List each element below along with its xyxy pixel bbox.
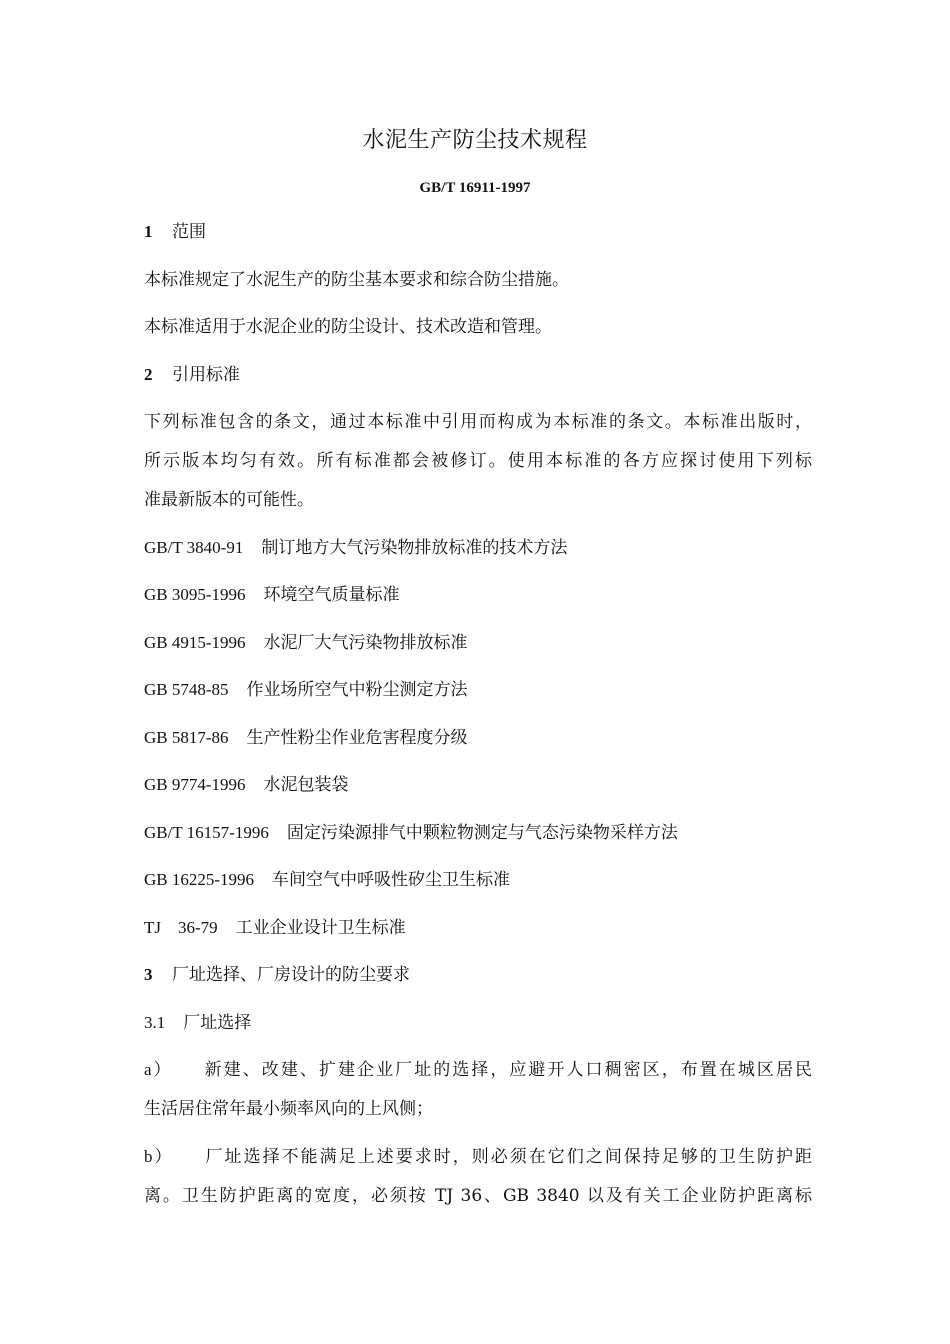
- section-number: 1: [144, 222, 153, 241]
- reference-name: 工业企业设计卫生标准: [235, 917, 406, 938]
- reference-item: [144, 581, 812, 609]
- subsection-title: 厂址选择: [183, 1012, 252, 1033]
- reference-name: 生产性粉尘作业危害程度分级: [246, 727, 468, 748]
- reference-code: GB 16225-1996: [144, 870, 255, 889]
- section-title: 引用标准: [172, 364, 240, 385]
- paragraph: 本标准适用于水泥企业的防尘设计、技术改造和管理。: [144, 317, 552, 337]
- reference-name: 车间空气中呼吸性矽尘卫生标准: [272, 870, 511, 890]
- document-title: 水泥生产防尘技术规程: [362, 128, 588, 153]
- list-label: a）: [144, 1060, 173, 1079]
- reference-code: GB 3095-1996: [144, 585, 246, 604]
- reference-name: 制订地方大气污染物排放标准的技术方法: [261, 537, 568, 558]
- reference-item: [144, 534, 812, 562]
- section-number: 3: [144, 965, 153, 984]
- standard-code: GB/T 16911-1997: [419, 180, 531, 196]
- reference-name: 环境空气质量标准: [263, 585, 400, 605]
- reference-code: GB 9774-1996: [144, 775, 246, 794]
- reference-code: GB 5817-86: [144, 727, 229, 747]
- paragraph-line: [144, 1143, 812, 1171]
- paragraph: 本标准规定了水泥生产的防尘基本要求和综合防尘措施。: [144, 269, 569, 290]
- subsection-number: 3.1: [144, 1012, 166, 1032]
- list-text: 新建、改建、扩建企业厂址的选择，应避开人口稠密区，布置在城区居民: [202, 1060, 813, 1080]
- document-body: [144, 218, 812, 1229]
- subsection-heading-3-1: [144, 1009, 812, 1037]
- reference-code: TJ 36-79: [144, 917, 218, 937]
- reference-item: [144, 676, 812, 704]
- paragraph-line: 下列标准包含的条文，通过本标准中引用而构成为本标准的条文。本标准出版时，: [144, 412, 812, 432]
- reference-item: [144, 629, 812, 657]
- section-number: 2: [144, 364, 153, 384]
- reference-name: 水泥包装袋: [263, 775, 349, 795]
- reference-code: GB 5748-85: [144, 680, 229, 699]
- reference-item: [144, 724, 812, 752]
- list-label: b）: [144, 1146, 174, 1166]
- reference-name: 水泥厂大气污染物排放标准: [263, 632, 468, 653]
- paragraph-line: [144, 1056, 812, 1084]
- paragraph: [144, 408, 812, 514]
- section-title: 范围: [172, 222, 206, 242]
- paragraph-line: 所示版本均匀有效。所有标准都会被修订。使用本标准的各方应探讨使用下列标: [144, 451, 812, 471]
- reference-item: [144, 866, 812, 894]
- reference-item: [144, 819, 812, 847]
- reference-item: [144, 771, 812, 799]
- reference-code: GB/T 3840-91: [144, 537, 244, 557]
- list-text: 厂址选择不能满足上述要求时，则必须在它们之间保持足够的卫生防护距: [203, 1146, 813, 1167]
- section-title: 厂址选择、厂房设计的防尘要求: [172, 965, 410, 985]
- reference-code: GB 4915-1996: [144, 632, 246, 652]
- paragraph-line: 离。卫生防护距离的宽度，必须按 TJ 36、GB 3840 以及有关工企业防护距离标: [144, 1185, 812, 1206]
- paragraph-line: 准最新版本的可能性。: [144, 490, 314, 510]
- section-heading-2: [144, 361, 812, 389]
- list-item-b: [144, 1143, 812, 1210]
- reference-name: 作业场所空气中粉尘测定方法: [246, 680, 468, 700]
- reference-code: GB/T 16157-1996: [144, 822, 269, 842]
- section-heading-1: [144, 218, 812, 246]
- reference-item: [144, 914, 812, 942]
- reference-name: 固定污染源排气中颗粒物测定与气态污染物采样方法: [286, 822, 678, 843]
- paragraph-line: 生活居住常年最小频率风向的上风侧；: [144, 1099, 433, 1119]
- list-item-a: [144, 1056, 812, 1123]
- section-heading-3: [144, 961, 812, 989]
